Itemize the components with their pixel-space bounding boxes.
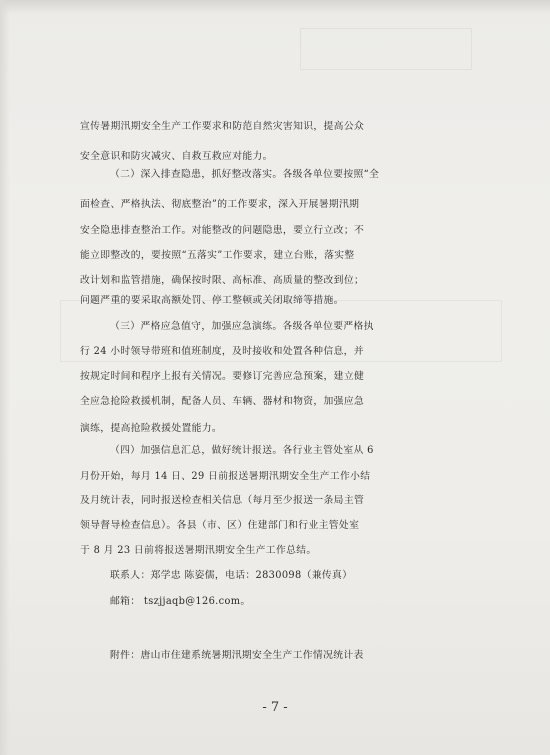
body-line: 安全隐患排查整治工作。对能整改的问题隐患，要立行立改；不 [80,225,365,236]
body-line: 改计划和监管措施，确保按时限、高标准、高质量的整改到位； [80,275,365,286]
body-line: 于 8 月 23 日前将报送暑期汛期安全生产工作总结。 [80,545,317,556]
paragraph-heading-3: （三）严格应急值守，加强应急演练。各级各单位要严格执 [110,321,374,332]
body-line: 行 24 小时领导带班和值班制度，及时接收和处置各种信息，并 [80,346,364,357]
body-line: 月份开始，每月 14 日、29 日前报送暑期汛期安全生产工作小结 [80,471,371,482]
attachment-line: 附件：唐山市住建系统暑期汛期安全生产工作情况统计表 [110,650,364,661]
email-line: 邮箱： tszjjaqb@126.com。 [110,596,251,607]
body-line: 问题严重的要采取高额处罚、停工整顿或关闭取缔等措施。 [80,295,344,306]
bleed-through-mark [300,28,472,70]
body-line: 及月统计表，同时报送检查相关信息（每月至少报送一条局主管 [80,495,365,506]
body-line: 能立即整改的，要按照“五落实”工作要求，建立台账，落实整 [80,250,355,261]
body-line: 面检查、严格执法、彻底整治”的工作要求，深入开展暑期汛期 [80,199,360,210]
scan-edge-top [0,0,550,14]
body-line: 宣传暑期汛期安全生产工作要求和防范自然灾害知识，提高公众 [80,121,365,132]
page-number: - 7 - [262,700,288,715]
body-line: 演练，提高抢险救援处置能力。 [80,423,223,434]
body-line: 全应急抢险救援机制，配备人员、车辆、器材和物资，加强应急 [80,396,365,407]
body-line: 领导督导检查信息）。各县（市、区）住建部门和行业主管处室 [80,520,360,531]
body-line: 安全意识和防灾减灾、自救互救应对能力。 [80,151,273,162]
body-line: 按规定时间和程序上报有关情况。要修订完善应急预案，建立健 [80,371,365,382]
contact-line: 联系人：郑学忠 陈姿儒，电话：2830098（兼传真） [110,570,353,581]
scan-edge-left [0,0,10,755]
paragraph-heading-4: （四）加强信息汇总，做好统计报送。各行业主管处室从 6 [110,445,374,456]
paragraph-heading-2: （二）深入排查隐患，抓好整改落实。各级各单位要按照“全 [110,169,380,180]
